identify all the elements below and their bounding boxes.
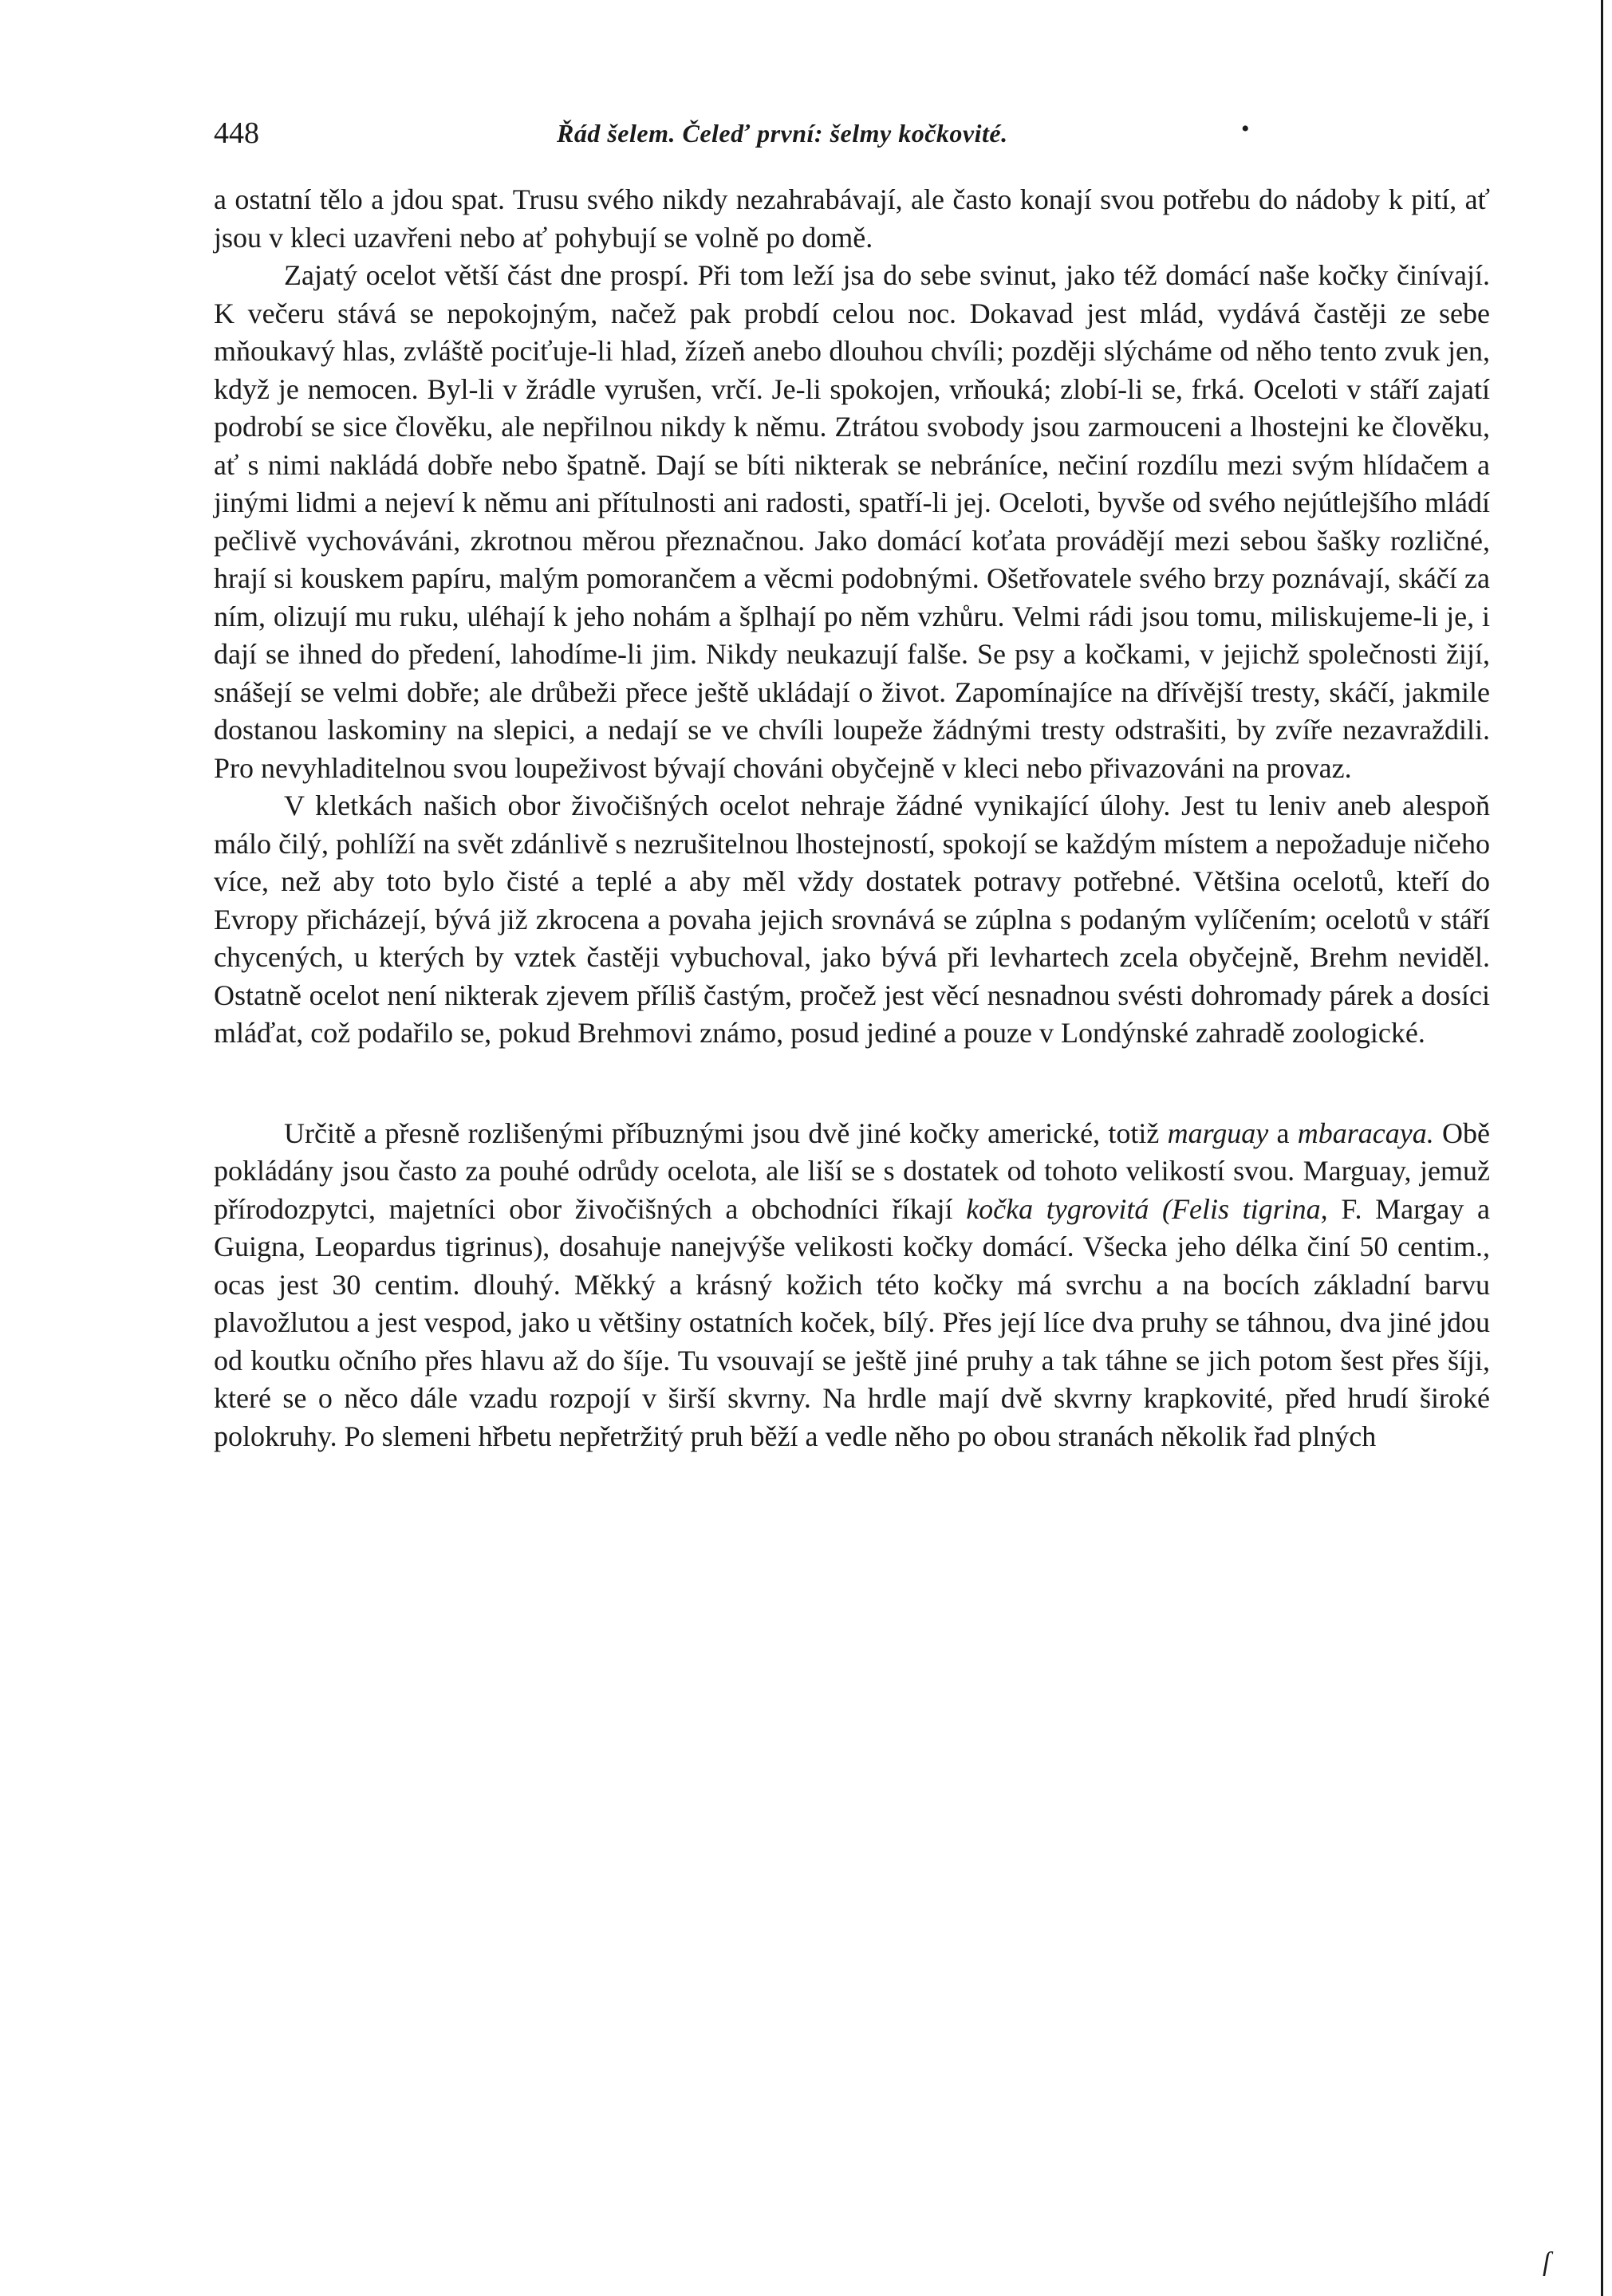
marguay-text-b: a: [1268, 1116, 1298, 1149]
page-edge-line: [1601, 0, 1603, 2296]
corner-mark: ſ: [1543, 2247, 1551, 2277]
page-number: 448: [214, 116, 259, 150]
page-body: [214, 181, 1490, 1455]
marguay-text-a: Určitě a přesně rozlišenými příbuznými jsou dvě jiné kočky americké, totiž: [284, 1116, 1168, 1149]
paragraph-marguay: [214, 1115, 1490, 1456]
paragraph-continuation: a ostatní tělo a jdou spat. Trusu svého nikdy nezahrabávají, ale často konají svou potřebu do nádoby k pití, ať jsou v kleci uzavřeni nebo ať pohybují se volně po domě.: [214, 183, 1490, 254]
book-page: [214, 116, 1490, 1455]
species-name-mbaracaya: mbaracaya.: [1297, 1116, 1434, 1149]
header-mark: •: [1241, 116, 1250, 142]
running-head: Řád šelem. Čeleď první: šelmy kočkovité.: [557, 119, 1008, 148]
section-gap: [214, 1053, 1490, 1115]
latin-name-felis-tigrina: kočka tygrovitá (Felis tigrina,: [966, 1192, 1328, 1225]
marguay-text-d: F. Margay a Guigna, Leopardus tigrinus), dosahuje nanejvýše velikosti kočky domácí. Všecka jeho délka činí 50 centim., ocas jest 30 centim. dlouhý. Měkký a krásný kožich této kočky má svrchu a na bocích základní barvu plavožlutou a jest vespod, jako u většiny ostatních koček, bílý. Přes její líce dva pruhy se táhnou, dva jiné jdou od koutku očního přes hlavu až do šíje. Tu vsouvají se ještě jiné pruhy a tak táhne se jich potom šest přes šíji, které se o něco dále vzadu rozpojí v širší skvrny. Na hrdle mají dvě skvrny krapkovité, před hrudí široké polokruhy. Po slemeni hřbetu nepřetržitý pruh běží a vedle něho po obou stranách několik řad plných: [214, 1192, 1491, 1452]
species-name-marguay: marguay: [1167, 1116, 1269, 1149]
page-header: [214, 116, 1490, 163]
marguay-text-c: Obě pokládány jsou často za pouhé odrůdy ocelota, ale liší se s dostatek od tohoto velikostí svou. Marguay, jemuž přírodozpytci, majetníci obor živočišných a obchodníci říkají: [214, 1116, 1490, 1225]
paragraph-ocelot-in-zoos: V kletkách našich obor živočišných ocelot nehraje žádné vynikající úlohy. Jest tu leniv aneb alespoň málo čilý, pohlíží na svět zdánlivě s nezrušitelnou lhostejností, spokojí se každým místem a nepožaduje ničeho více, než aby toto bylo čisté a teplé a aby měl vždy dostatek potravy potřebné. Většina ocelotů, kteří do Evropy přicházejí, bývá již zkrocena a povaha jejich srovnává se zúplna s podaným vylíčením; ocelotů v stáří chycených, u kterých by vztek častěji vybuchoval, jako bývá při levhartech zcela obyčejně, Brehm neviděl. Ostatně ocelot není nikterak zjevem příliš častým, pročež jest věcí nesnadnou svésti dohromady párek a dosíci mláďat, což podařilo se, pokud Brehmovi známo, posud jediné a pouze v Londýnské zahradě zoologické.: [214, 790, 1490, 1049]
paragraph-captive-ocelot: Zajatý ocelot větší část dne prospí. Při tom leží jsa do sebe svinut, jako též domácí naše kočky činívají. K večeru stává se nepokojným, načež pak probdí celou noc. Dokavad jest mlád, vydává častěji ze sebe mňoukavý hlas, zvláště pociťuje-li hlad, žízeň anebo dlouhou chvíli; později slýcháme od něho tento zvuk jen, když je nemocen. Byl-li v žrádle vyrušen, vrčí. Je-li spokojen, vrňouká; zlobí-li se, frká. Oceloti v stáří zajatí podrobí se sice člověku, ale nepřilnou nikdy k němu. Ztrátou svobody jsou zarmouceni a lhostejni ke člověku, ať s nimi nakládá dobře nebo špatně. Dají se bíti nikterak se nebráníce, nečiní rozdílu mezi svým hlídačem a jinými lidmi a nejeví k němu ani přítulnosti ani radosti, spatří-li jej. Oceloti, byvše od svého nejútlejšího mládí pečlivě vychováváni, zkrotnou měrou přeznačnou. Jako domácí koťata provádějí mezi sebou šašky rozličné, hrají si kouskem papíru, malým pomorančem a věcmi podobnými. Ošetřovatele svého brzy poznávají, skáčí za ním, olizují mu ruku, uléhají k jeho nohám a šplhají po něm vzhůru. Velmi rádi jsou tomu, miliskujeme-li je, i dají se ihned do předení, lahodíme-li jim. Nikdy neukazují falše. Se psy a kočkami, v jejichž společnosti žijí, snášejí se velmi dobře; ale drůbeži přece ještě ukládají o život. Zapomínajíce na dřívější tresty, skáčí, jakmile dostanou laskominy na slepici, a nedají se ve chvíli loupeže žádnými tresty odstrašiti, by zvíře nezavraždili. Pro nevyhladitelnou svou loupeživost bývají chováni obyčejně v kleci nebo přivazováni na provaz.: [214, 259, 1490, 784]
